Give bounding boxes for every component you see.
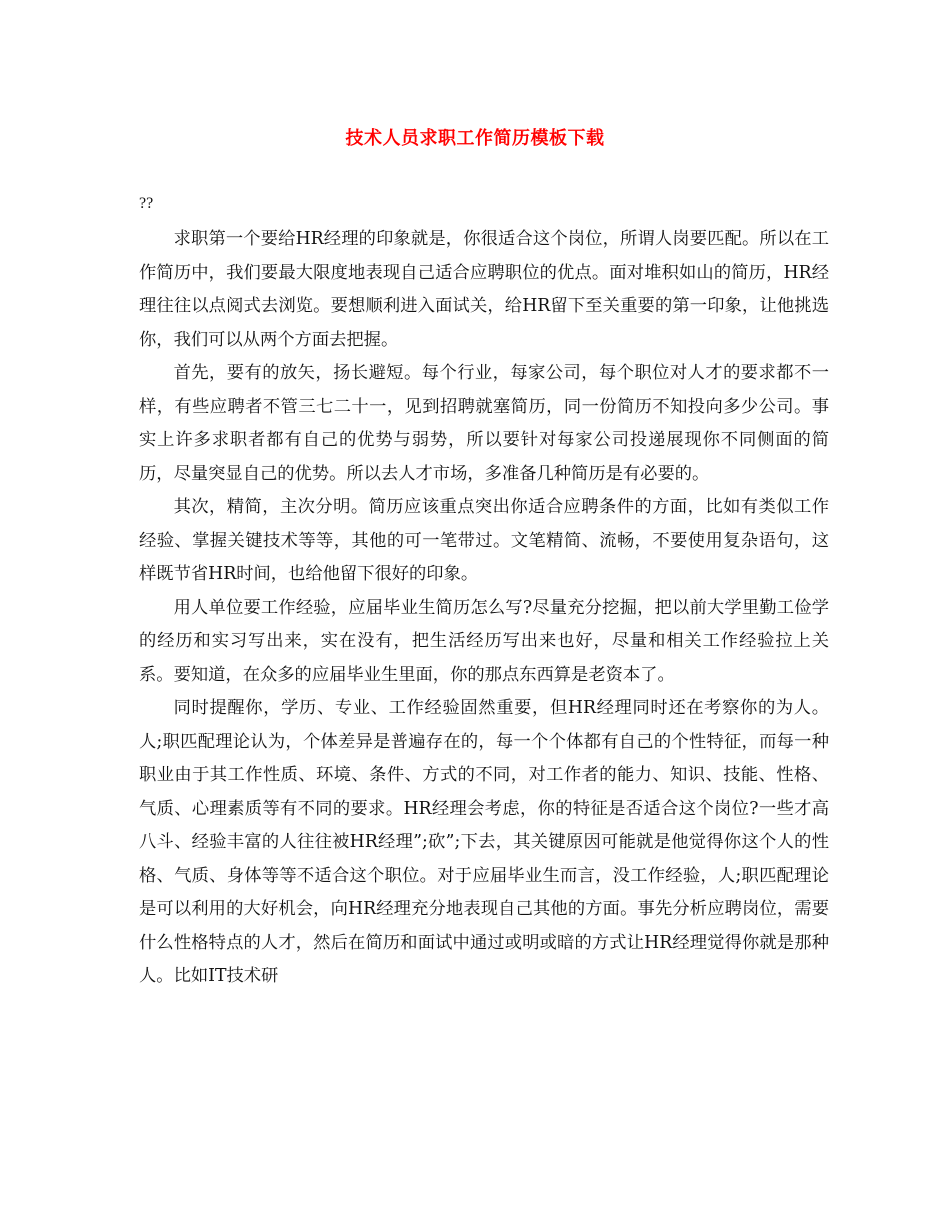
body-paragraph: 其次，精简，主次分明。简历应该重点突出你适合应聘条件的方面，比如有类似工作经验、掌握关键技术等等，其他的可一笔带过。文笔精简、流畅，不要使用复杂语句，这样既节省HR时间，也给他留下很好的印象。	[139, 497, 829, 584]
document-body	[139, 223, 829, 994]
body-paragraph: 同时提醒你，学历、专业、工作经验固然重要，但HR经理同时还在考察你的为人。人;职匹配理论认为，个体差异是普遍存在的，每一个个体都有自己的个性特征，而每一种职业由于其工作性质、环境、条件、方式的不同，对工作者的能力、知识、技能、性格、气质、心理素质等有不同的要求。HR经理会考虑，你的特征是否适合这个岗位?一些才高八斗、经验丰富的人往往被HR经理”;砍”;下去，其关键原因可能就是他觉得你这个人的性格、气质、身体等等不适合这个职位。对于应届毕业生而言，没工作经验，人;职匹配理论是可以利用的大好机会，向HR经理充分地表现自己其他的方面。事先分析应聘岗位，需要什么性格特点的人才，然后在简历和面试中通过或明或暗的方式让HR经理觉得你就是那种人。比如IT技术研	[139, 698, 829, 986]
body-paragraph: 求职第一个要给HR经理的印象就是，你很适合这个岗位，所谓人岗要匹配。所以在工作简历中，我们要最大限度地表现自己适合应聘职位的优点。面对堆积如山的简历，HR经理往往以点阅式去浏览。要想顺利进入面试关，给HR留下至关重要的第一印象，让他挑选你，我们可以从两个方面去把握。	[139, 229, 829, 350]
document-title: 技术人员求职工作简历模板下载	[345, 128, 605, 149]
body-paragraph: 首先，要有的放矢，扬长避短。每个行业，每家公司，每个职位对人才的要求都不一样，有些应聘者不管三七二十一，见到招聘就塞简历，同一份简历不知投向多少公司。事实上许多求职者都有自己的优势与弱势，所以要针对每家公司投递展现你不同侧面的简历，尽量突显自己的优势。所以去人才市场，多准备几种简历是有必要的。	[139, 363, 829, 484]
placeholder-marker: ??	[139, 195, 154, 212]
body-paragraph: 用人单位要工作经验，应届毕业生简历怎么写?尽量充分挖掘，把以前大学里勤工俭学的经历和实习写出来，实在没有，把生活经历写出来也好，尽量和相关工作经验拉上关系。要知道，在众多的应届毕业生里面，你的那点东西算是老资本了。	[139, 597, 829, 685]
